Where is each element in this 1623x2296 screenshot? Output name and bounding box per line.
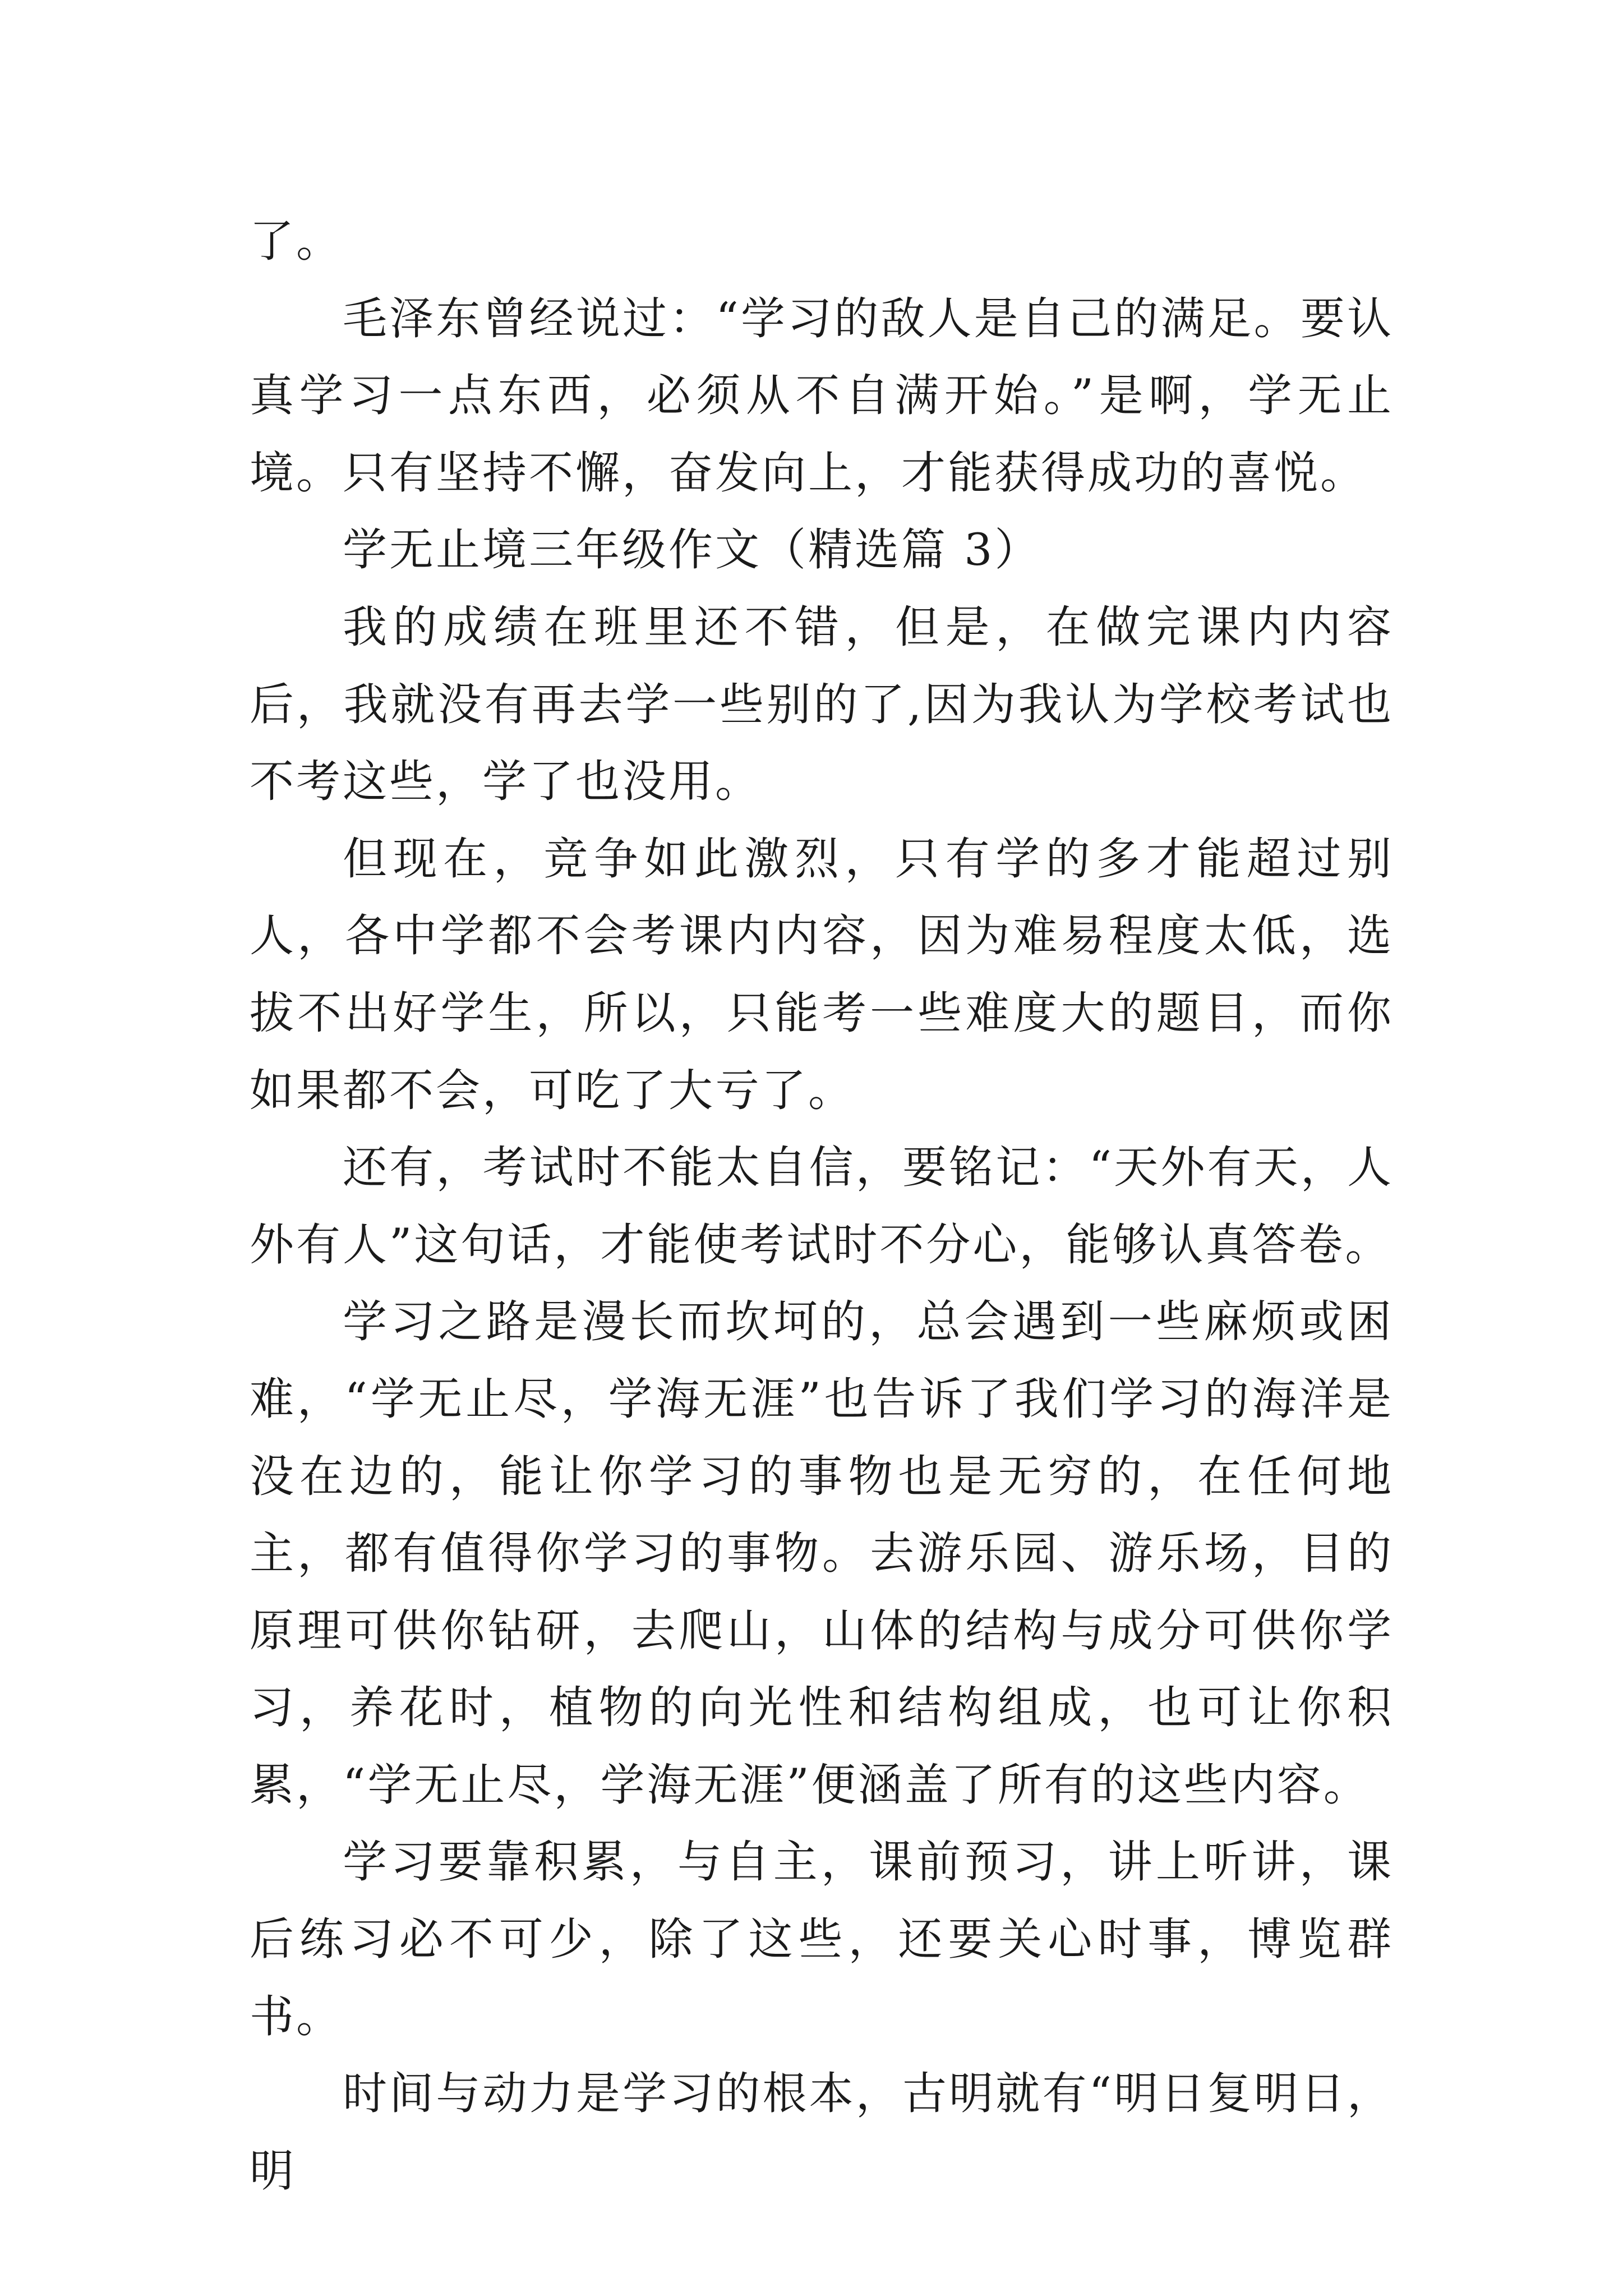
section-heading: 学无止境三年级作文（精选篇 3） [343,524,1041,576]
paragraph: 学习之路是漫长而坎坷的，总会遇到一些麻烦或困难，“学无止尽，学海无涯”也告诉了我们学习的海洋是没在边的，能让你学习的事物也是无穷的，在任何地主，都有值得你学习的事物。去游乐园、游乐场，目的原理可供你钻研，去爬山，山体的结构与成分可供你学习，养花时，植物的向光性和结构组成，也可让你积累，“学无止尽，学海无涯”便涵盖了所有的这些内容。 [250,1296,1394,1811]
paragraph: 时间与动力是学习的根本，古明就有“明日复明日，明 [250,2068,1394,2197]
document-body [250,203,1394,2210]
paragraph: 我的成绩在班里还不错，但是，在做完课内内容后，我就没有再去学一些别的了,因为我认为学校考试也不考这些，学了也没用。 [250,601,1394,808]
paragraph: 学习要靠积累，与自主，课前预习，讲上听讲，课后练习必不可少，除了这些，还要关心时事，博览群书。 [250,1836,1394,2042]
paragraph: 还有，考试时不能太自信，要铭记：“天外有天，人外有人”这句话，才能使考试时不分心，能够认真答卷。 [250,1142,1394,1271]
paragraph: 了。 [250,215,343,267]
paragraph: 但现在，竞争如此激烈，只有学的多才能超过别人，各中学都不会考课内内容，因为难易程度太低，选拔不出好学生，所以，只能考一些难度大的题目，而你如果都不会，可吃了大亏了。 [250,832,1394,1116]
paragraph: 毛泽东曾经说过：“学习的敌人是自己的满足。要认真学习一点东西，必须从不自满开始。”是啊，学无止境。只有坚持不懈，奋发向上，才能获得成功的喜悦。 [250,292,1394,499]
